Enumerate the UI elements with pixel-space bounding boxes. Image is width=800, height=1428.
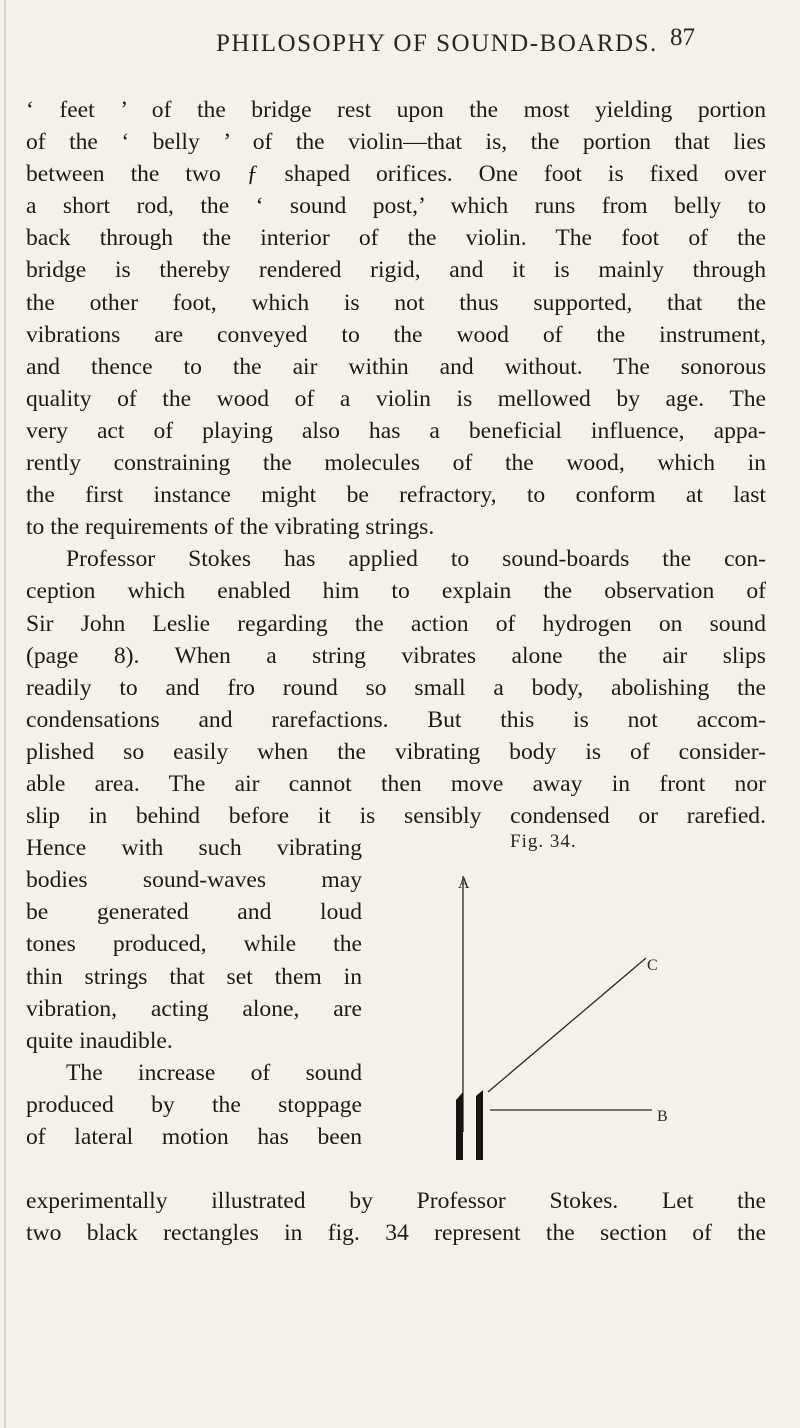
figure-wrap-block <box>26 832 766 1185</box>
text-line: of lateral motion has been <box>26 1124 362 1150</box>
text-line: thin strings that set them in <box>26 963 362 990</box>
running-head <box>0 24 800 66</box>
paragraph-3 <box>26 1185 766 1249</box>
figure-label-c: C <box>647 957 658 975</box>
text-line: readily to and fro round so small a body, abolishing the <box>26 674 766 701</box>
text-line: able area. The air cannot then move away in front nor <box>26 770 766 797</box>
figure-caption: Fig. 34. <box>510 831 577 853</box>
text-line: back through the interior of the violin. The foot of the <box>26 225 766 252</box>
page-edge-shadow <box>4 0 6 1428</box>
text-line: be generated and loud <box>26 899 362 926</box>
text-line: condensations and rarefactions. But this is not accom- <box>26 706 766 733</box>
text-line: ‘ feet ’ of the bridge rest upon the most yielding portion <box>26 97 766 123</box>
figure-label-b: B <box>657 1108 668 1126</box>
page-number: 87 <box>670 24 695 51</box>
body-text <box>26 94 766 1249</box>
text-line: The increase of sound <box>66 1059 362 1086</box>
text-line: (page 8). When a string vibrates alone the air slips <box>26 642 766 669</box>
text-line: a short rod, the ‘ sound post,’ which runs from belly to <box>26 193 766 220</box>
text-line: and thence to the air within and without. The sonorous <box>26 353 766 380</box>
text-line: Professor Stokes has applied to sound-boards the con- <box>66 546 766 573</box>
text-line: experimentally illustrated by Professor Stokes. Let the <box>26 1188 766 1215</box>
text-line: plished so easily when the vibrating body is of consider- <box>26 738 766 765</box>
text-line: to the requirements of the vibrating strings. <box>26 514 435 541</box>
diagonal-line-c <box>488 958 646 1092</box>
black-rectangle-left <box>456 1092 463 1160</box>
text-line: rently constraining the molecules of the wood, which in <box>26 450 766 477</box>
text-line: ception which enabled him to explain the observation of <box>26 578 766 605</box>
figure-diagram <box>426 832 771 1185</box>
figure-label-a: A <box>458 875 470 893</box>
text-line: Hence with such vibrating <box>26 835 362 862</box>
text-line: produced by the stoppage <box>26 1091 362 1118</box>
text-line: the first instance might be refractory, to conform at last <box>26 482 766 509</box>
text-line: the other foot, which is not thus supported, that the <box>26 289 766 316</box>
text-line: very act of playing also has a beneficial influence, appa- <box>26 417 766 444</box>
running-title: PHILOSOPHY OF SOUND-BOARDS. <box>216 30 658 57</box>
paragraph-2 <box>26 543 766 832</box>
text-line: Sir John Leslie regarding the action of hydrogen on sound <box>26 610 766 637</box>
text-line: slip in behind before it is sensibly condensed or rarefied. <box>26 803 766 830</box>
text-line: tones produced, while the <box>26 931 362 958</box>
text-line: vibrations are conveyed to the wood of the instrument, <box>26 321 766 348</box>
text-line: quality of the wood of a violin is mellowed by age. The <box>26 385 766 412</box>
text-line: two black rectangles in fig. 34 represent the section of the <box>26 1220 766 1247</box>
text-line: quite inaudible. <box>26 1027 173 1054</box>
text-line: bodies sound-waves may <box>26 867 362 894</box>
paragraph-1 <box>26 94 766 543</box>
figure-34 <box>426 832 771 1185</box>
text-line: of the ‘ belly ’ of the violin—that is, the portion that lies <box>26 129 766 156</box>
black-rectangle-right <box>476 1090 483 1160</box>
text-line: vibration, acting alone, are <box>26 995 362 1022</box>
wrapped-text-column <box>26 832 362 1153</box>
text-line: between the two ƒ shaped orifices. One foot is fixed over <box>26 161 766 188</box>
text-line: bridge is thereby rendered rigid, and it is mainly through <box>26 257 766 284</box>
